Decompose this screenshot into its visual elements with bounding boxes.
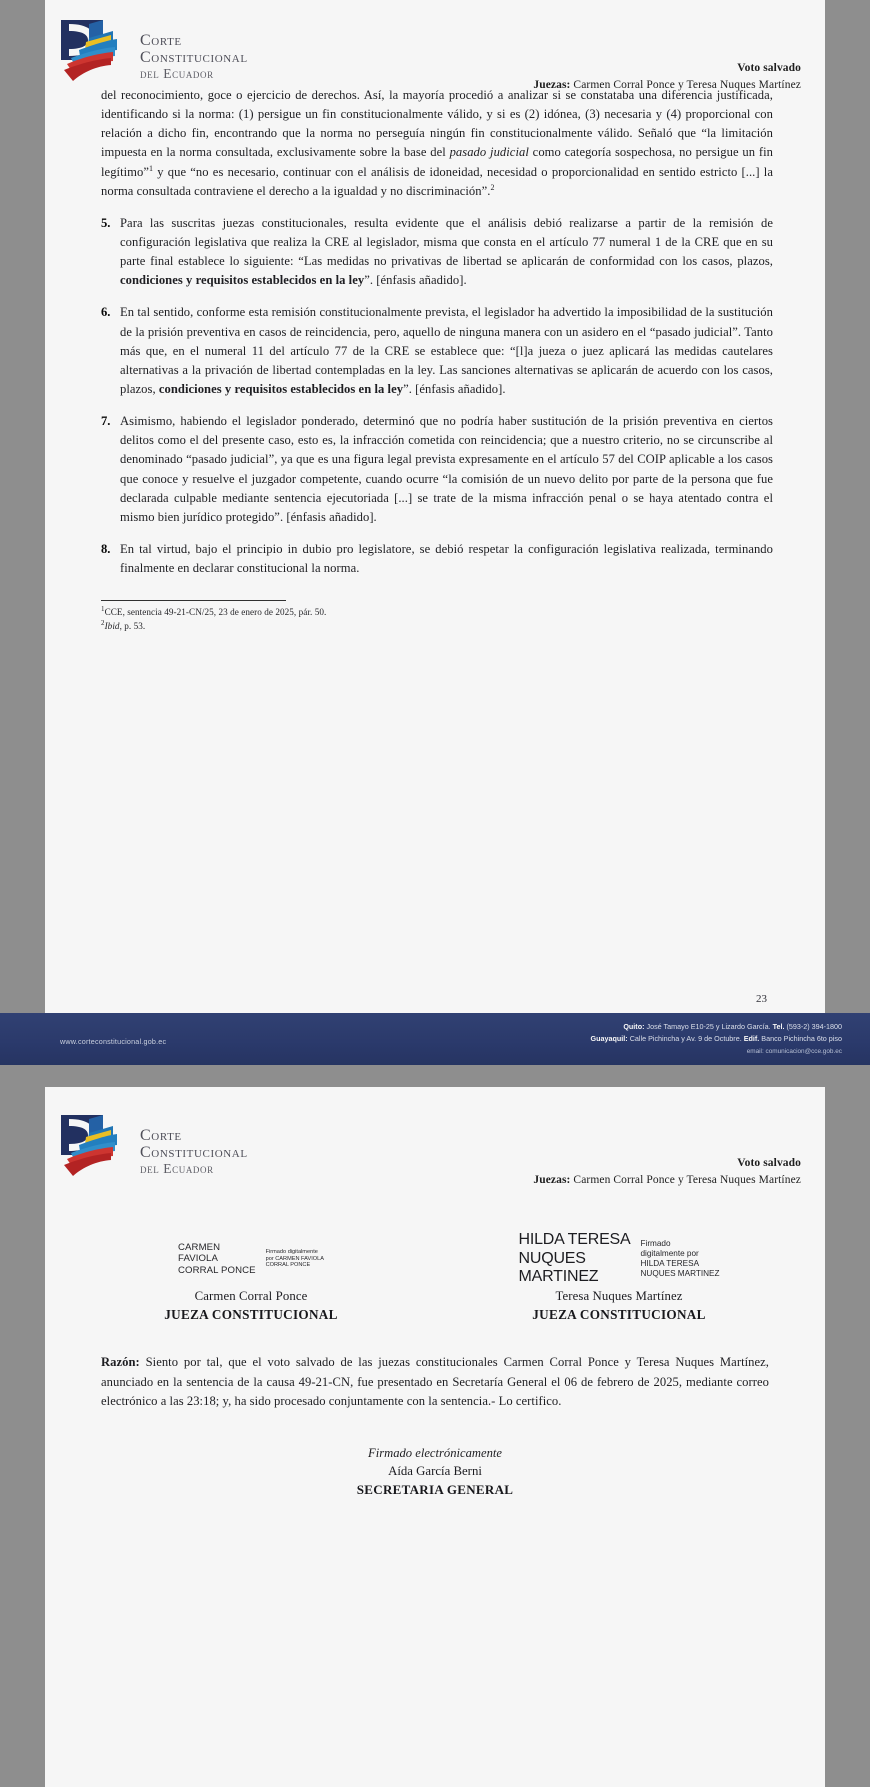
judges-names: Carmen Corral Ponce y Teresa Nuques Martínez xyxy=(570,1173,801,1186)
document-type-title: Voto salvado xyxy=(737,1157,801,1169)
corte-constitucional-logo-icon xyxy=(59,18,133,84)
document-page-1 xyxy=(45,0,842,1065)
item-number: 6. xyxy=(101,305,111,320)
stamp-detail-line-4: NUQUES MARTINEZ xyxy=(640,1268,720,1278)
logo-line-2: Constitucional xyxy=(140,1143,248,1161)
stamp-detail-line-1: Firmado digitalmente xyxy=(265,1248,318,1255)
document-type-title: Voto salvado xyxy=(737,62,801,74)
logo-line-1: Corte xyxy=(140,1127,182,1145)
footnote-ref-1: 1 xyxy=(149,163,154,173)
para-cont-a: del reconocimiento, goce o ejercicio de derechos. Así, la mayoría procedió a analizar si se constataba una diferencia justificada, identificando si la norma: (1) persigue un fin constitucionalmente válido, y si es (2) idónea, (3) necesaria y (4) proporcional con relación a dicho fin, encontrando que la norma no perseguía ningún fin constitucionalmente válido. Señaló que “la limitación impuesta en la norma consultada, exclusivamente sobre la base del xyxy=(101,88,773,160)
footnote-2 xyxy=(101,620,773,634)
numbered-item xyxy=(101,214,773,291)
logo-line-2: Constitucional xyxy=(140,48,248,66)
logo-line-3: del Ecuador xyxy=(140,1160,214,1176)
stamp-name-line-2: FAVIOLA xyxy=(178,1253,218,1265)
numbered-item xyxy=(101,540,773,578)
stamp-name-line-2: NUQUES xyxy=(518,1249,586,1267)
razon-text: Siento por tal, que el voto salvado de las juezas constitucionales Carmen Corral Ponce y Teresa Nuques Martínez, anunciado en la sentencia de la causa 49-21-CN, fue presentado en Secretaría General el 06 de febrero de 2025, mediante correo electrónico a las 23:18; y, ha sido procesado conjuntamente con la sentencia.- Lo certifico. xyxy=(101,1355,769,1409)
footer-guayaquil-line xyxy=(591,1033,842,1046)
item-text xyxy=(120,412,773,527)
page-header xyxy=(45,1087,825,1186)
numbered-item xyxy=(101,303,773,399)
page-number: 23 xyxy=(756,993,767,1005)
page-separator xyxy=(0,1065,870,1087)
footer-website[interactable]: www.corteconstitucional.gob.ec xyxy=(60,1036,167,1046)
institution-logo xyxy=(59,1113,248,1179)
institution-name xyxy=(140,21,248,80)
stamp-signer-name xyxy=(518,1231,630,1287)
item-number: 8. xyxy=(101,541,111,556)
corte-constitucional-logo-icon xyxy=(59,1113,133,1179)
electronic-signature-note: Firmado electrónicamente xyxy=(368,1445,502,1460)
contact-footer-bar xyxy=(0,1013,870,1065)
footnotes-block xyxy=(45,600,825,634)
stamp-detail-line-1: Firmado xyxy=(640,1239,671,1249)
document-page-2 xyxy=(45,1087,825,1787)
page-header xyxy=(45,0,825,91)
para-cont-b: como categoría sospechosa, no persigue un fin legítimo” xyxy=(101,145,773,179)
item-0-bold: condiciones y requisitos establecidos en la ley xyxy=(120,273,365,288)
item-number: 7. xyxy=(101,414,111,429)
signature-block-row xyxy=(45,1173,825,1323)
secretary-role: SECRETARIA GENERAL xyxy=(356,1481,514,1497)
footer-email[interactable]: email: comunicacion@cce.gob.ec xyxy=(746,1047,842,1055)
signer-name: Carmen Corral Ponce xyxy=(194,1289,308,1303)
stamp-name-line-1: HILDA TERESA xyxy=(518,1231,631,1249)
stamp-detail-line-2: por CARMEN FAVIOLA xyxy=(265,1255,324,1262)
footnote-ref-2: 2 xyxy=(490,182,495,192)
closing-signature-block xyxy=(45,1412,825,1498)
footnote-marker: 2 xyxy=(101,618,105,627)
item-2-part1: Asimismo, habiendo el legislador ponderado, determinó que no podría haber sustitución de la prisión preventiva en ciertos delitos como el del presente caso, esto es, la infracción cometida con reincidencia; que a nuestro criterio, no se circunscribe al denominado “pasado judicial”, ya que es una figura legal prevista expresamente en el artículo 57 del COIP aplicable a los casos que conoce y resuelve el juzgador competente, cuando ocurre “la comisión de un nuevo delito por parte de la persona que fue declarada culpable mediante sentencia ejecutoriada [...] se trate de la misma infracción penal o se haya atentado contra el mismo bien jurídico protegido”. [énfasis añadido]. xyxy=(120,414,773,524)
stamp-name-line-1: CARMEN xyxy=(178,1242,221,1254)
signer-role: JUEZA CONSTITUCIONAL xyxy=(532,1307,706,1322)
stamp-detail-text xyxy=(266,1249,324,1269)
footer-edif-label: Edif. xyxy=(743,1034,760,1044)
judges-line xyxy=(533,77,801,94)
header-meta xyxy=(533,18,801,93)
footnote-marker: 1 xyxy=(101,605,105,614)
judges-line xyxy=(533,1172,801,1189)
item-text xyxy=(120,540,773,578)
signature-block-nuques-martinez xyxy=(469,1231,769,1323)
header-meta xyxy=(533,1113,801,1188)
digital-signature-stamp xyxy=(101,1231,401,1287)
stamp-detail-line-3: CORRAL PONCE xyxy=(265,1262,311,1269)
item-text xyxy=(120,214,773,291)
secretary-name: Aída García Berni xyxy=(388,1463,482,1478)
footnote-separator xyxy=(101,600,286,601)
footnote-2-text: , p. 53. xyxy=(119,621,146,632)
logo-line-1: Corte xyxy=(140,32,182,50)
signer-role: JUEZA CONSTITUCIONAL xyxy=(164,1307,338,1322)
stamp-detail-line-2: digitalmente por xyxy=(640,1249,699,1259)
razon-paragraph xyxy=(101,1353,769,1412)
footer-quito-label: Quito: xyxy=(623,1021,645,1031)
institution-logo xyxy=(59,18,248,84)
footer-quito-line xyxy=(591,1021,842,1034)
item-3-part1: En tal virtud, bajo el principio in dubio pro legislatore, se debió respetar la configuración legislativa realizada, terminando finalmente en declarar constitucional la norma. xyxy=(120,541,773,576)
stamp-name-line-3: CORRAL PONCE xyxy=(178,1264,256,1276)
footer-addresses xyxy=(591,1021,842,1057)
page-1-body xyxy=(45,86,825,578)
paragraph-continued xyxy=(101,86,773,201)
razon-block xyxy=(45,1323,825,1412)
judges-names: Carmen Corral Ponce y Teresa Nuques Martínez xyxy=(570,78,801,91)
footnote-1 xyxy=(101,606,773,620)
footnote-1-text: CCE, sentencia 49-21-CN/25, 23 de enero de 2025, pár. 50. xyxy=(104,607,327,618)
item-1-bold: condiciones y requisitos establecidos en la ley xyxy=(158,381,404,396)
stamp-detail-line-3: HILDA TERESA xyxy=(640,1259,700,1268)
footer-edif: Banco Pichincha 6to piso xyxy=(759,1034,842,1044)
signature-block-corral-ponce xyxy=(101,1231,401,1323)
item-number: 5. xyxy=(101,215,111,230)
signer-name: Teresa Nuques Martínez xyxy=(555,1289,683,1303)
logo-line-3: del Ecuador xyxy=(140,65,214,81)
item-0-part2: ”. [énfasis añadido]. xyxy=(364,273,467,288)
para-cont-c: y que “no es necesario, continuar con el análisis de idoneidad, necesidad o proporcionalidad en sentido estricto [...] la norma consultada contraviene el derecho a la igualdad y no discriminación”. xyxy=(101,164,773,198)
judges-label: Juezas: xyxy=(533,78,571,91)
item-1-part1: En tal sentido, conforme esta remisión constitucionalmente prevista, el legislador ha advertido la imposibilidad de la sustitución de la prisión preventiva en casos de reincidencia, pero, aquello de ninguna manera con un asidero en el “pasado judicial”. Tanto más que, en el numeral 11 del artículo 77 de la CRE se establece que: “[l]a jueza o juez aplicará las medidas cautelares alternativas a la privación de libertad contempladas en la ley. Las sanciones alternativas se aplicarán de acuerdo con los casos, plazos, xyxy=(120,305,773,396)
item-0-part1: Para las suscritas juezas constitucionales, resulta evidente que el análisis debió realizarse a partir de la remisión de configuración legislativa que realiza la CRE al legislador, misma que consta en el artículo 77 numeral 1 de la CRE que en su parte final establece lo siguiente: “Las medidas no privativas de libertad se aplicarán de conformidad con los casos, plazos, xyxy=(120,215,773,269)
digital-signature-stamp xyxy=(469,1231,769,1287)
judges-label: Juezas: xyxy=(533,1173,571,1186)
footer-tel-label: Tel. xyxy=(772,1021,785,1031)
footer-quito-text: José Tamayo E10-25 y Lizardo García. xyxy=(644,1021,773,1031)
razon-label: Razón: xyxy=(101,1355,140,1369)
footer-guayaquil-text: Calle Pichincha y Av. 9 de Octubre. xyxy=(627,1034,744,1044)
stamp-name-line-3: MARTINEZ xyxy=(518,1268,599,1286)
para-cont-italic: pasado judicial xyxy=(449,145,529,160)
numbered-item xyxy=(101,412,773,527)
stamp-detail-text xyxy=(641,1239,720,1278)
stamp-signer-name xyxy=(178,1242,256,1275)
footnote-2-italic: Ibid xyxy=(104,621,120,632)
item-text xyxy=(120,303,773,399)
item-1-part2: ”. [énfasis añadido]. xyxy=(403,381,506,396)
footer-tel: (593-2) 394-1800 xyxy=(784,1021,842,1031)
footer-guayaquil-label: Guayaquil: xyxy=(590,1034,628,1044)
institution-name xyxy=(140,1116,248,1175)
